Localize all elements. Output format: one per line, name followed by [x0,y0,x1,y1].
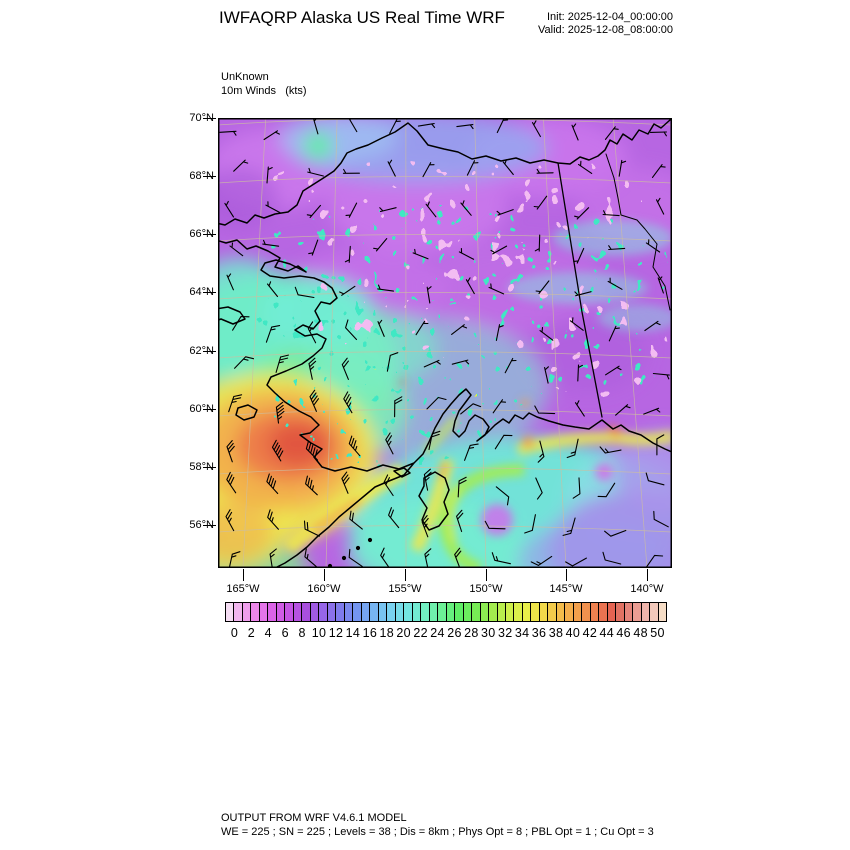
colorbar-cell [489,603,497,621]
colorbar-cell [319,603,327,621]
colorbar-cell [625,603,633,621]
colorbar-tick-label: 48 [633,626,648,640]
colorbar-tick-label: 40 [565,626,581,640]
colorbar-cell [659,603,666,621]
valid-time: Valid: 2025-12-08_08:00:00 [538,24,673,36]
lat-tick-label: 70°N [189,112,214,124]
colorbar-cell [591,603,599,621]
colorbar-cell [548,603,556,621]
colorbar-tick-label: 6 [281,626,289,640]
lon-tick-label: 145°W [549,583,583,595]
lon-tick-label: 165°W [226,583,260,595]
colorbar-cell [285,603,293,621]
colorbar-cell [294,603,302,621]
colorbar-tick-label: 44 [599,626,615,640]
init-time: Init: 2025-12-04_00:00:00 [547,11,673,23]
lat-tick-label: 66°N [189,228,214,240]
colorbar-cell [251,603,259,621]
colorbar-tick-label: 2 [247,626,256,640]
colorbar-cell [557,603,565,621]
lon-tick [324,569,325,581]
colorbar-tick-label: 50 [650,626,665,640]
colorbar-cell [447,603,455,621]
colorbar-tick-label: 32 [497,626,513,640]
colorbar [225,602,667,622]
colorbar-cell [302,603,310,621]
lon-tick [647,569,648,581]
lat-tick-label: 62°N [189,345,214,357]
colorbar-tick-label: 18 [379,626,395,640]
colorbar-cell [413,603,421,621]
colorbar-cell [531,603,539,621]
colorbar-cell [464,603,472,621]
colorbar-cell [455,603,463,621]
colorbar-cell [396,603,404,621]
colorbar-cell [277,603,285,621]
colorbar-cell [243,603,251,621]
colorbar-tick-label: 38 [548,626,564,640]
colorbar-tick-label: 20 [396,626,411,640]
colorbar-cell [260,603,268,621]
colorbar-cell [633,603,641,621]
colorbar-cell [616,603,624,621]
colorbar-cell [379,603,387,621]
colorbar-tick-label: 42 [582,626,598,640]
colorbar-cell [608,603,616,621]
colorbar-cell [574,603,582,621]
colorbar-tick-label: 26 [447,626,462,640]
colorbar-tick-label: 14 [345,626,361,640]
colorbar-tick-label: 28 [464,626,479,640]
lon-tick-label: 150°W [469,583,503,595]
colorbar-cell [336,603,344,621]
colorbar-cell [421,603,429,621]
colorbar-cell [506,603,514,621]
colorbar-labels [225,626,667,642]
colorbar-cell [523,603,531,621]
lon-tick [486,569,487,581]
lat-tick-label: 60°N [189,403,214,415]
lat-tick-label: 58°N [189,461,214,473]
wind-map-image [218,118,672,568]
lat-tick-label: 68°N [189,170,214,182]
colorbar-tick-label: 36 [531,626,547,640]
colorbar-cell [345,603,353,621]
colorbar-cell [387,603,395,621]
colorbar-cell [642,603,650,621]
colorbar-cell [582,603,590,621]
colorbar-cell [370,603,378,621]
colorbar-cell [565,603,573,621]
field-label: 10m Winds [221,85,277,97]
time-info [538,11,673,37]
colorbar-cell [353,603,361,621]
colorbar-cell [540,603,548,621]
lon-tick [405,569,406,581]
field-name: UnKnown [221,71,269,83]
lon-tick [566,569,567,581]
colorbar-cell [234,603,242,621]
colorbar-tick-label: 4 [264,626,272,640]
field-label-row [221,84,307,98]
map-plot [218,118,672,568]
colorbar-tick-label: 22 [413,626,428,640]
lat-tick-label: 56°N [189,519,214,531]
lon-tick-label: 155°W [388,583,422,595]
colorbar-tick-label: 46 [616,626,631,640]
colorbar-tick-label: 34 [514,626,530,640]
lat-tick-label: 64°N [189,286,214,298]
colorbar-cell [438,603,446,621]
footer-namelist-info: WE = 225 ; SN = 225 ; Levels = 38 ; Dis = 8km ; Phys Opt = 8 ; PBL Opt = 1 ; Cu Opt = 3 [221,826,654,838]
colorbar-cell [226,603,234,621]
field-units: (kts) [285,85,307,97]
colorbar-tick-label: 0 [230,626,239,640]
lon-tick [243,569,244,581]
colorbar-cell [430,603,438,621]
colorbar-cell [481,603,489,621]
footer-model-info: OUTPUT FROM WRF V4.6.1 MODEL [221,812,407,824]
colorbar-cell [328,603,336,621]
colorbar-cell [311,603,319,621]
colorbar-cell [404,603,412,621]
plot-title: IWFAQRP Alaska US Real Time WRF [219,8,505,27]
colorbar-cell [599,603,607,621]
lon-tick-label: 160°W [307,583,341,595]
colorbar-tick-label: 10 [311,626,327,640]
colorbar-tick-label: 16 [362,626,378,640]
colorbar-cell [472,603,480,621]
colorbar-cell [514,603,522,621]
footer-info [221,811,654,839]
colorbar-cell [650,603,658,621]
colorbar-tick-label: 8 [298,626,306,640]
colorbar-cell [362,603,370,621]
colorbar-cell [498,603,506,621]
colorbar-tick-label: 12 [328,626,344,640]
colorbar-tick-label: 24 [430,626,445,640]
colorbar-tick-label: 30 [481,626,496,640]
colorbar-cell [268,603,276,621]
field-info [221,70,307,98]
lon-tick-label: 140°W [630,583,664,595]
